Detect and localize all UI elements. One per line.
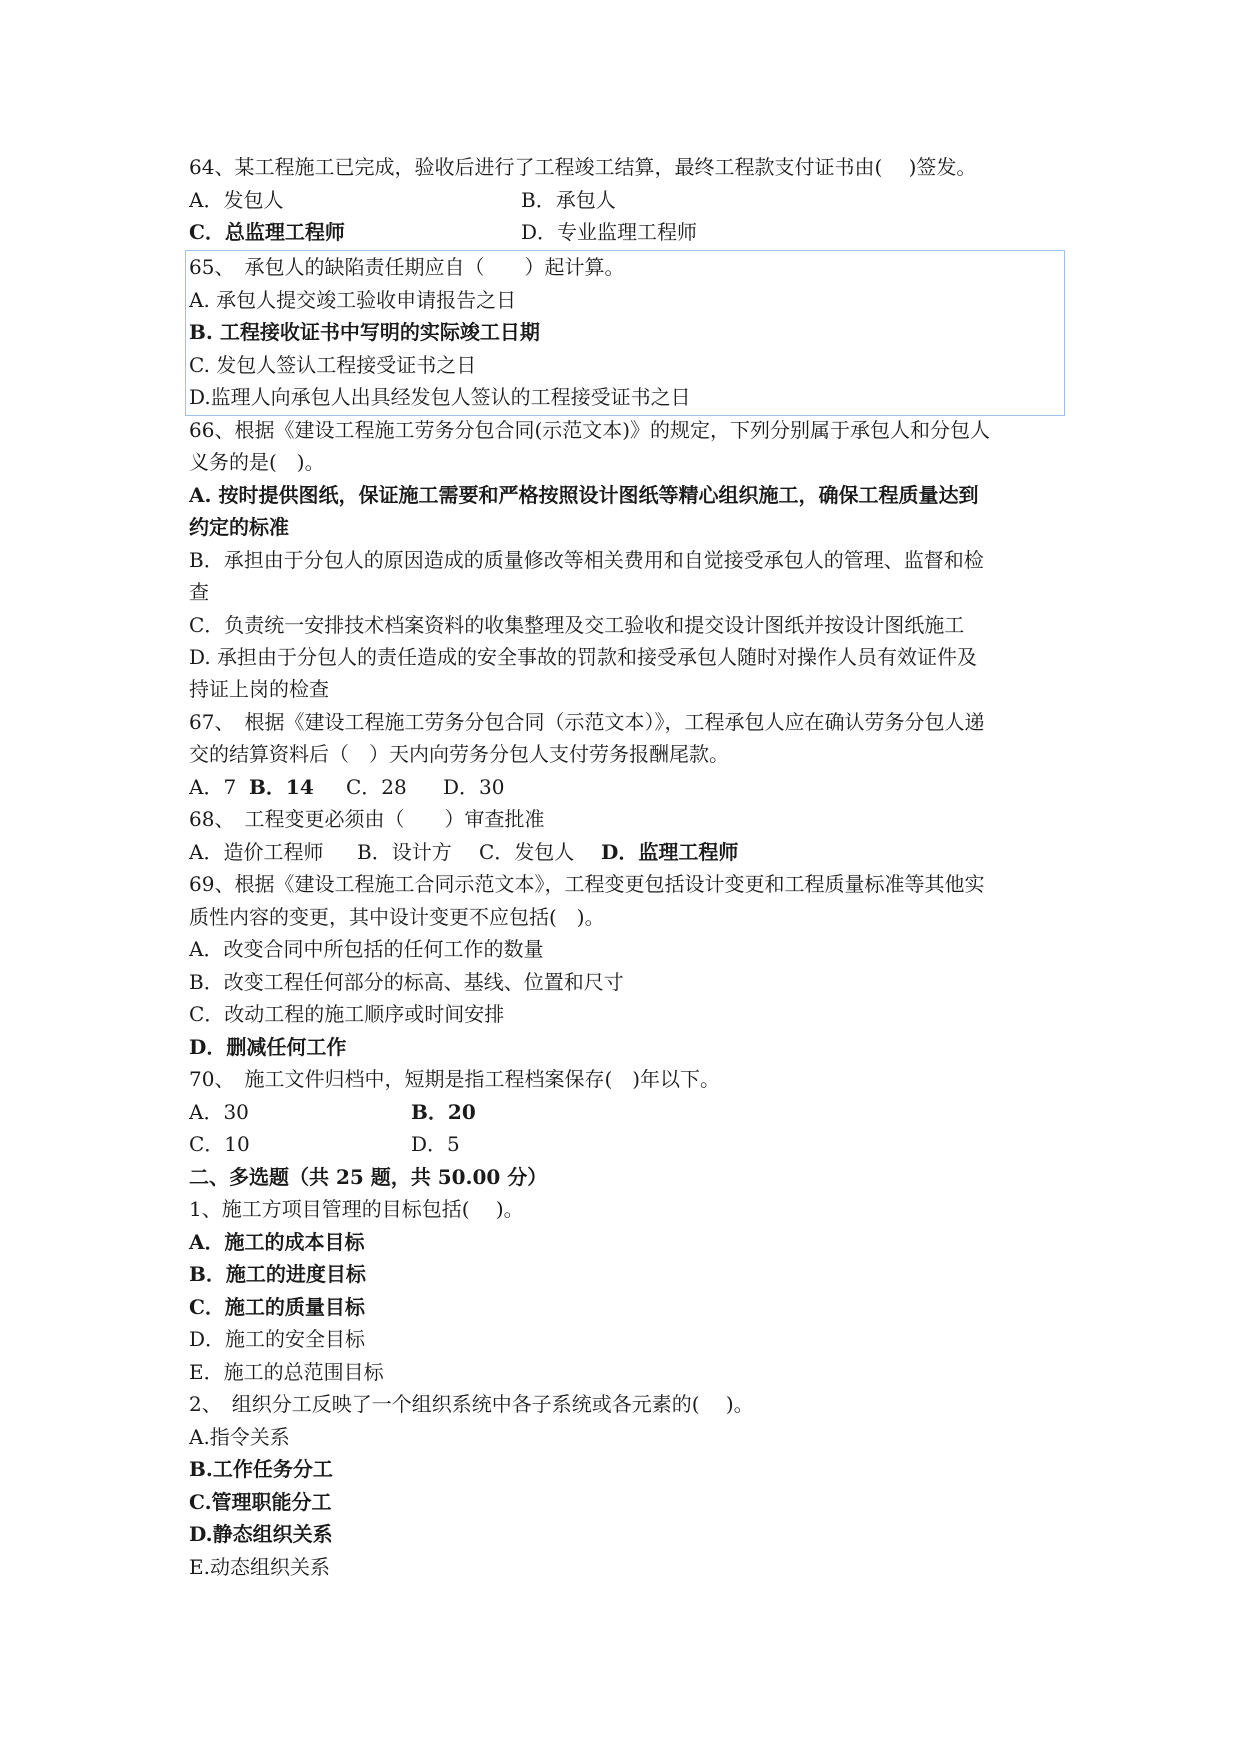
q65-option-b: B. 工程接收证书中写明的实际竣工日期 — [189, 320, 540, 344]
q64-option-b: B．承包人 — [521, 188, 616, 212]
q69-option-d: D．删减任何工作 — [189, 1035, 347, 1059]
q66-option-b-line2: 查 — [189, 580, 209, 604]
m1-option-d: D．施工的安全目标 — [189, 1327, 366, 1351]
m2-option-e: E.动态组织关系 — [189, 1555, 330, 1579]
m2-option-b: B.工作任务分工 — [189, 1457, 333, 1481]
m1-option-a: A．施工的成本目标 — [189, 1230, 365, 1254]
q70-option-b: B．20 — [411, 1100, 476, 1124]
m1-option-c: C．施工的质量目标 — [189, 1295, 365, 1319]
q64-option-c: C．总监理工程师 — [189, 220, 345, 244]
q70-stem: 70、 施工文件归档中，短期是指工程档案保存( )年以下。 — [189, 1067, 721, 1091]
q65-option-c: C. 发包人签认工程接受证书之日 — [189, 353, 477, 377]
q64-option-a: A．发包人 — [189, 188, 284, 212]
q68-option-c: C．发包人 — [479, 840, 575, 864]
q67-option-d: D．30 — [443, 775, 505, 799]
q67-stem-line2: 交的结算资料后（ ）天内向劳务分包人支付劳务报酬尾款。 — [189, 742, 729, 766]
q69-stem-line1: 69、根据《建设工程施工合同示范文本》，工程变更包括设计变更和工程质量标准等其他实 — [189, 872, 985, 896]
q67-options — [189, 771, 504, 803]
q69-option-a: A．改变合同中所包括的任何工作的数量 — [189, 937, 544, 961]
q67-stem-line1: 67、 根据《建设工程施工劳务分包合同（示范文本）》，工程承包人应在确认劳务分包人递 — [189, 710, 985, 734]
q64-option-d: D．专业监理工程师 — [521, 220, 698, 244]
q70-option-d: D．5 — [411, 1132, 460, 1156]
m1-option-e: E．施工的总范围目标 — [189, 1360, 384, 1384]
q66-option-d-line2: 持证上岗的检查 — [189, 677, 329, 701]
q68-options — [189, 836, 738, 868]
m2-option-c: C.管理职能分工 — [189, 1490, 332, 1514]
m2-option-a: A.指令关系 — [189, 1425, 290, 1449]
q66-option-a-line1: A. 按时提供图纸，保证施工需要和严格按照设计图纸等精心组织施工，确保工程质量达到 — [189, 483, 979, 507]
q67-option-b: B．14 — [249, 775, 314, 799]
q65-option-d: D.监理人向承包人出具经发包人签认的工程接受证书之日 — [189, 385, 691, 409]
q69-option-c: C．改动工程的施工顺序或时间安排 — [189, 1002, 505, 1026]
q70-option-c: C．10 — [189, 1132, 250, 1156]
q66-option-a-line2: 约定的标准 — [189, 515, 289, 539]
q69-option-b: B．改变工程任何部分的标高、基线、位置和尺寸 — [189, 970, 624, 994]
q66-option-d-line1: D. 承担由于分包人的责任造成的安全事故的罚款和接受承包人随时对操作人员有效证件及 — [189, 645, 978, 669]
q70-option-a: A．30 — [189, 1100, 249, 1124]
section-heading-multiple-choice: 二、多选题（共 25 题，共 50.00 分） — [189, 1165, 548, 1189]
m2-option-d: D.静态组织关系 — [189, 1522, 333, 1546]
m1-stem: 1、施工方项目管理的目标包括( )。 — [189, 1197, 524, 1221]
q68-stem: 68、 工程变更必须由（ ）审查批准 — [189, 807, 545, 831]
q68-option-a: A．造价工程师 — [189, 840, 324, 864]
q67-option-c: C．28 — [346, 775, 407, 799]
q68-option-d: D．监理工程师 — [601, 840, 739, 864]
q66-stem-line2: 义务的是( )。 — [189, 450, 325, 474]
q68-option-b: B．设计方 — [357, 840, 452, 864]
q65-stem: 65、 承包人的缺陷责任期应自（ ）起计算。 — [189, 255, 625, 279]
q67-option-a: A．7 — [189, 775, 237, 799]
q65-option-a: A. 承包人提交竣工验收申请报告之日 — [189, 288, 517, 312]
m2-stem: 2、 组织分工反映了一个组织系统中各子系统或各元素的( )。 — [189, 1392, 754, 1416]
q66-stem-line1: 66、根据《建设工程施工劳务分包合同(示范文本)》的规定，下列分别属于承包人和分包人 — [189, 418, 991, 442]
q69-stem-line2: 质性内容的变更，其中设计变更不应包括( )。 — [189, 905, 605, 929]
q66-option-b-line1: B．承担由于分包人的原因造成的质量修改等相关费用和自觉接受承包人的管理、监督和检 — [189, 548, 984, 572]
m1-option-b: B．施工的进度目标 — [189, 1262, 366, 1286]
q66-option-c: C．负责统一安排技术档案资料的收集整理及交工验收和提交设计图纸并按设计图纸施工 — [189, 613, 965, 637]
q64-stem: 64、某工程施工已完成，验收后进行了工程竣工结算，最终工程款支付证书由( )签发。 — [189, 155, 977, 179]
